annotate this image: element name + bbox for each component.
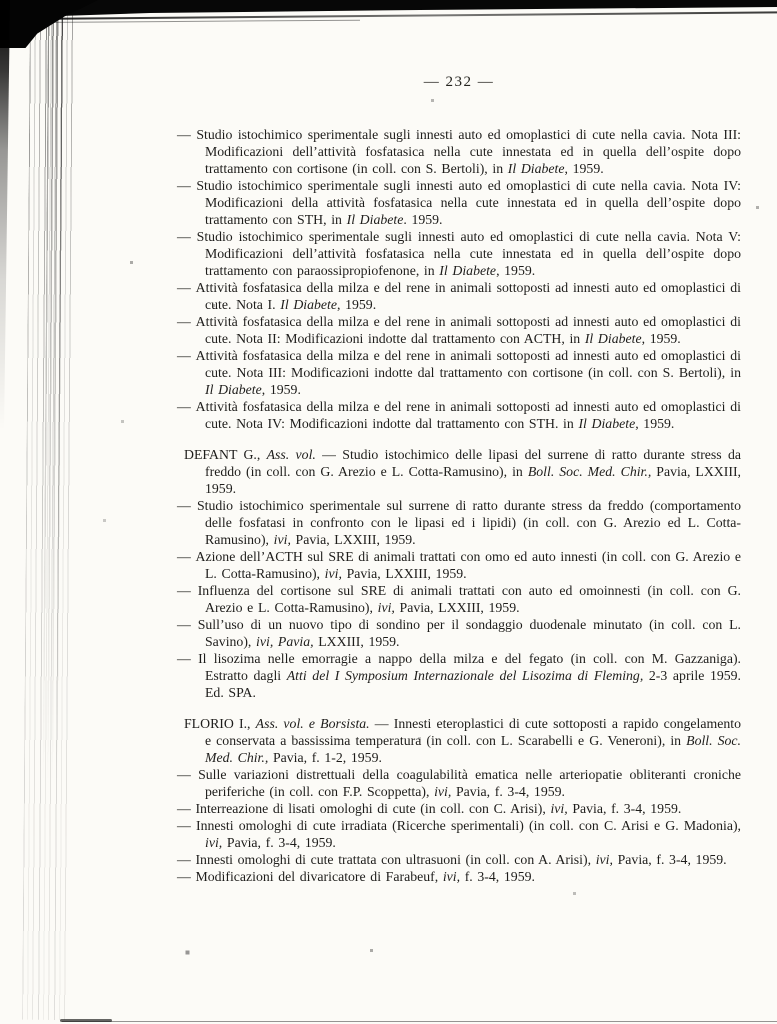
bib-entry [177, 817, 741, 851]
entry-text: Attività fosfatasica della milza e del rene in animali sottoposti ad innesti auto ed omoplastici di cute. Nota III: Modificazioni indotte dal trattamento con cortisone (in coll. con S. Bertoli), in [195, 348, 741, 380]
bib-entry [177, 126, 741, 177]
entry-text: Pavia, LXXIII, 1959. [290, 532, 416, 547]
bib-entry-author [177, 446, 741, 497]
entry-text-italic: Atti del I Symposium Internazionale del Lisozima di Fleming, [286, 668, 644, 683]
scan-top-line-faint [30, 20, 360, 23]
entry-dash: — [177, 399, 196, 414]
entry-text: — Studio istochimico delle lipasi del surrene di ratto durante stress da freddo (in coll. con G. Arezio e L. Cotta-Ramusino), in [205, 447, 741, 479]
page-number: — 232 — [423, 74, 495, 90]
entry-text-italic: ivi, [205, 835, 223, 850]
entry-dash: — [177, 869, 196, 884]
entry-text: Sulle variazioni distrettuali della coagulabilità ematica nelle arteriopatie obliteranti croniche periferiche (in coll. con F.P. Scoppetta), [198, 767, 742, 799]
entry-text-italic: ivi, [377, 600, 395, 615]
entry-text: Innesti omologhi di cute trattata con ultrasuoni (in coll. con A. Arisi), [195, 852, 596, 867]
entry-text: DEFANT G., [184, 447, 267, 462]
entry-text: Pavia, LXXIII, 1959. [394, 600, 520, 615]
bib-entry [177, 398, 741, 432]
entry-text: Pavia, f. 3-4, 1959. [451, 784, 565, 799]
entry-text-italic: ivi, [595, 852, 613, 867]
bib-entry [177, 228, 741, 279]
entry-text-italic: Il Diabete [280, 297, 338, 312]
entry-text-italic: Il Diabete [346, 212, 404, 227]
entry-text: , 1959. [337, 297, 377, 312]
entry-text: Studio istochimico sperimentale sugli innesti auto ed omoplastici di cute nella cavia. Nota III: Modificazioni dell’attività fosfatasica nella cute innestata ed in quella dell’ospite dopo trattamento con cortisone (in coll. con S. Bertoli), in [196, 127, 742, 176]
entry-text: , 1959. [496, 263, 536, 278]
entry-text: — Innesti eteroplastici di cute sottoposti a rapido congelamento e conservata a bassissima temperatura (in coll. con L. Scarabelli e G. Veneroni), in [205, 716, 741, 748]
entry-text: Attività fosfatasica della milza e del rene in animali sottoposti ad innesti auto ed omoplastici di cute. Nota II: Modificazioni indotte dal trattamento con ACTH, in [195, 314, 741, 346]
entry-dash: — [177, 767, 199, 782]
bibliography [177, 126, 741, 885]
scanned-page [177, 74, 741, 885]
scan-corner-blob [0, 0, 98, 48]
entry-text: Pavia, LXXIII, 1959. [341, 566, 467, 581]
entry-text: , 1959. [261, 382, 301, 397]
scan-bottom-mark [60, 1019, 112, 1022]
entry-dash: — [177, 280, 196, 295]
entry-dash: — [177, 617, 198, 632]
entry-text: Studio istochimico sperimentale sugli innesti auto ed omoplastici di cute nella cavia. Nota IV: Modificazioni della attività fosfatasica nella cute innestata ed in quella dell’ospite dopo trattamento con STH, in [196, 178, 742, 227]
scan-left-edge [0, 0, 10, 430]
bib-entry [177, 766, 741, 800]
entry-text-italic: Boll. Soc. Med. Chir., [527, 464, 652, 479]
entry-text-italic: ivi, [434, 784, 452, 799]
entry-text: . 1959. [403, 212, 443, 227]
entry-text-italic: ivi, [442, 869, 461, 884]
entry-text: LXXIII, 1959. [313, 634, 400, 649]
entry-text: f. 3-4, 1959. [460, 869, 535, 884]
entry-text: , 1959. [564, 161, 604, 176]
bib-entry [177, 347, 741, 398]
entry-dash: — [177, 818, 197, 833]
bib-entry [177, 177, 741, 228]
bib-entry [177, 650, 741, 701]
scan-gutter-streaks [22, 8, 76, 1020]
scan-gutter-streaks-2 [43, 0, 64, 780]
entry-text: Interreazione di lisati omologhi di cute (in coll. con C. Arisi), [195, 801, 551, 816]
entry-text: Influenza del cortisone sul SRE di animali trattati con auto ed omoinnesti (in coll. con G. Arezio e L. Cotta-Ramusino), [197, 583, 741, 615]
entry-text-italic: Boll. Soc. Med. Chir., [205, 733, 742, 765]
entry-dash: — [177, 348, 196, 363]
entry-text: Studio istochimico sperimentale sugli innesti auto ed omoplastici di cute nella cavia. Nota V: Modificazioni dell’attività fosfatasica nella cute innestata ed in quella dell’ospite dopo trattamento con paraossipropiofenone, in [196, 229, 742, 278]
entry-text: 2-3 aprile 1959. Ed. SPA. [205, 668, 741, 700]
entry-text: Azione dell’ACTH sul SRE di animali trattati con omo ed auto innesti (in coll. con G. Arezio e L. Cotta-Ramusino), [195, 549, 741, 581]
bib-section-2 [177, 715, 741, 885]
entry-text: Il lisozima nelle emorragie a nappo della milza e del fegato (in coll. con M. Gazzaniga). Estratto dagli [198, 651, 741, 683]
entry-text-italic: Il Diabete [439, 263, 497, 278]
bib-entry [177, 616, 741, 650]
entry-text-italic: ivi, [550, 801, 568, 816]
bib-section-1 [177, 446, 741, 701]
entry-text-italic: ivi, [273, 532, 291, 547]
entry-dash: — [177, 127, 197, 142]
entry-dash: — [177, 583, 198, 598]
scan-bottom-line [62, 1021, 777, 1022]
bib-entry [177, 497, 741, 548]
entry-text: Sull’uso di un nuovo tipo di sondino per il sondaggio duodenale minutato (in coll. con L. Savino), [197, 617, 742, 649]
entry-dash: — [177, 549, 196, 564]
bib-section-0 [177, 126, 741, 432]
entry-text-italic: Il Diabete [507, 161, 565, 176]
scan-top-line [24, 11, 777, 20]
entry-dash: — [177, 314, 196, 329]
bib-entry [177, 548, 741, 582]
entry-text-italic: ivi, Pavia, [256, 634, 314, 649]
entry-text: , 1959. [641, 331, 681, 346]
entry-text: Pavia, LXXIII, 1959. [205, 464, 741, 496]
entry-text: Attività fosfatasica della milza e del rene in animali sottoposti ad innesti auto ed omoplastici di cute. Nota I. [195, 280, 741, 312]
entry-text-italic: ivi, [324, 566, 342, 581]
entry-dash: — [177, 229, 197, 244]
entry-dash: — [177, 651, 199, 666]
bib-entry [177, 868, 741, 885]
scan-top-edge [0, 0, 777, 22]
entry-text-italic: Ass. vol. e Borsista. [255, 716, 370, 731]
entry-text-italic: Ass. vol. [266, 447, 316, 462]
bib-entry [177, 313, 741, 347]
bib-entry-author [177, 715, 741, 766]
entry-text: FLORIO I., [184, 716, 256, 731]
entry-text: Studio istochimico sperimentale sul surrene di ratto durante stress da freddo (comportamento delle fosfatasi in confronto con le lipasi ed i lipidi) (in coll. con G. Arezio ed L. Cotta-Ramusino), [197, 498, 742, 547]
bib-entry [177, 279, 741, 313]
bib-entry [177, 800, 741, 817]
entry-text-italic: Il Diabete [584, 331, 642, 346]
entry-text: Innesti omologhi di cute irradiata (Ricerche sperimentali) (in coll. con C. Arisi e G. Madonia), [196, 818, 741, 833]
entry-text-italic: Il Diabete [205, 382, 262, 397]
entry-dash: — [177, 178, 197, 193]
entry-text: Pavia, f. 3-4, 1959. [222, 835, 336, 850]
entry-text: Pavia, f. 1-2, 1959. [268, 750, 382, 765]
entry-text-italic: Il Diabete [578, 416, 636, 431]
entry-text: Attività fosfatasica della milza e del rene in animali sottoposti ad innesti auto ed omoplastici di cute. Nota IV: Modificazioni indotte dal trattamento con STH. in [195, 399, 741, 431]
bib-entry [177, 582, 741, 616]
entry-dash: — [177, 852, 196, 867]
entry-text: Pavia, f. 3-4, 1959. [567, 801, 682, 816]
entry-text: , 1959. [635, 416, 675, 431]
entry-dash: — [177, 801, 196, 816]
entry-text: Modificazioni del divaricatore di Farabeuf, [195, 869, 443, 884]
entry-dash: — [177, 498, 197, 513]
bib-entry [177, 851, 741, 868]
entry-text: Pavia, f. 3-4, 1959. [612, 852, 727, 867]
scan-specks [0, 0, 1, 1]
